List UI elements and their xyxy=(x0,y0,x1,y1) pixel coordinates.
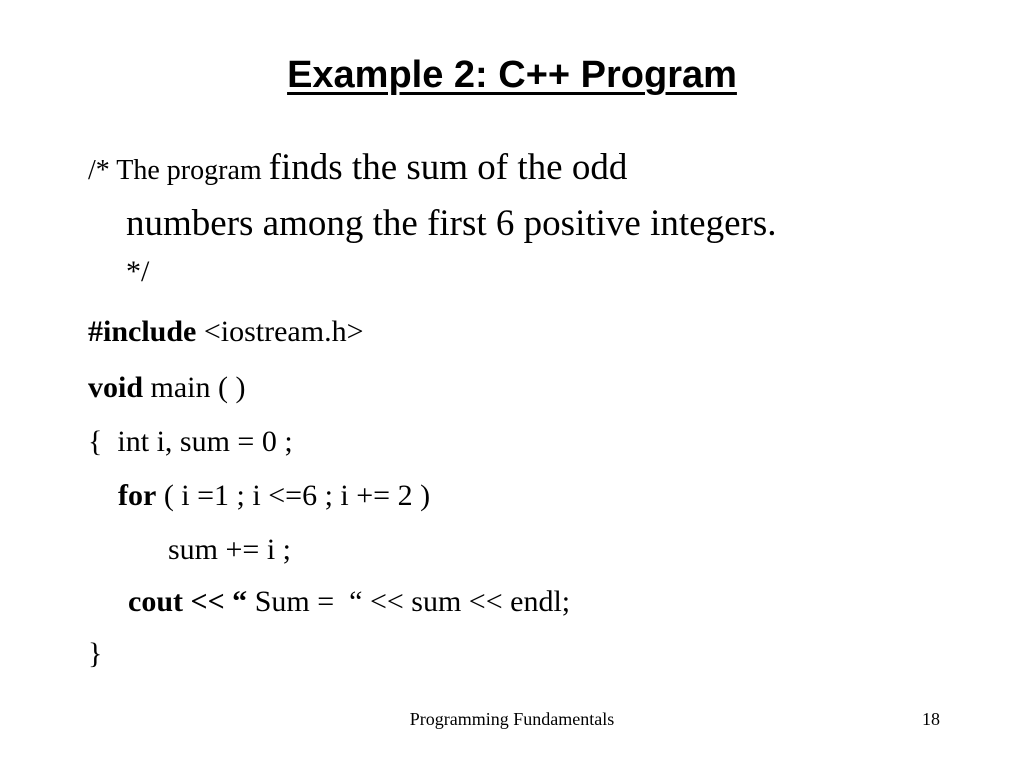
page-number: 18 xyxy=(922,709,940,729)
code-for-line xyxy=(118,478,430,514)
include-keyword: #include xyxy=(88,315,197,348)
for-keyword: for xyxy=(118,479,157,512)
for-header: ( i =1 ; i <=6 ; i += 2 ) xyxy=(156,479,431,512)
footer-title: Programming Fundamentals xyxy=(409,709,615,729)
include-header: <iostream.h> xyxy=(196,315,364,348)
code-declaration-line: { int i, sum = 0 ; xyxy=(88,425,293,458)
comment-line-1-text: finds the sum of the odd xyxy=(268,147,628,188)
slide-title: Example 2: C++ Program xyxy=(287,54,737,96)
main-signature: main ( ) xyxy=(143,371,246,404)
comment-line-2: numbers among the first 6 positive integers. xyxy=(126,203,777,244)
comment-prefix: /* The program xyxy=(88,155,269,186)
cout-rest: Sum = “ << sum << endl; xyxy=(247,585,571,618)
code-cout-line xyxy=(128,584,570,620)
code-close-brace: } xyxy=(88,637,103,670)
code-include-line xyxy=(88,314,364,350)
cout-keyword: cout << “ xyxy=(128,585,248,618)
code-sum-line: sum += i ; xyxy=(168,533,292,566)
code-main-line xyxy=(88,370,246,406)
comment-line-3: */ xyxy=(126,255,150,288)
void-keyword: void xyxy=(88,371,144,404)
comment-line-1 xyxy=(88,146,627,193)
